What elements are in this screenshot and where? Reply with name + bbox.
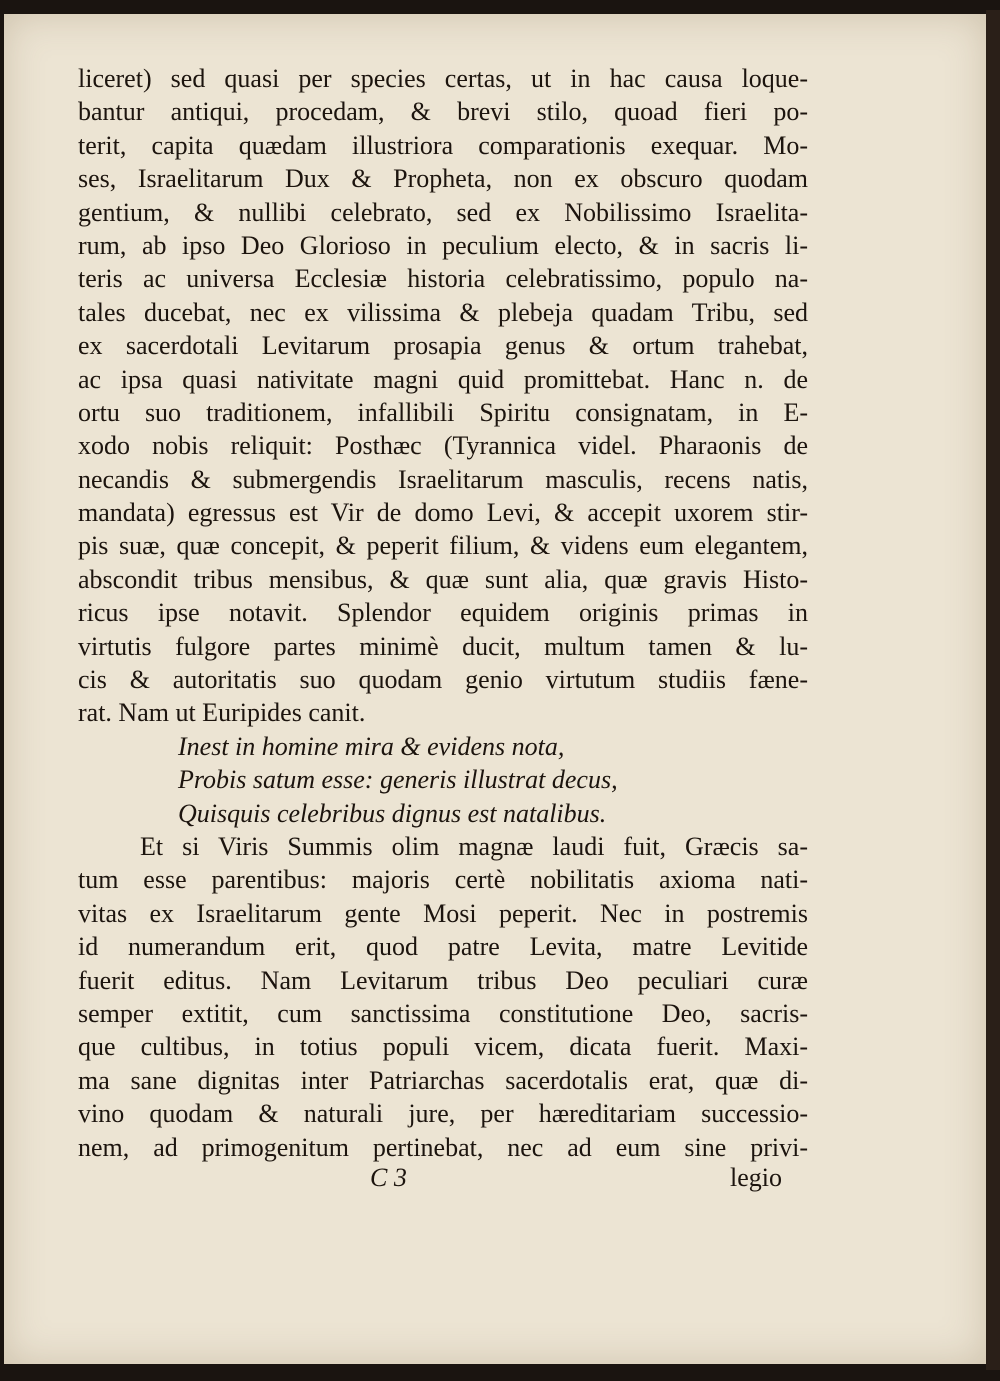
text-line: tales ducebat, nec ex vilissima & plebeja quadam Tribu, sed <box>78 297 808 327</box>
page-edge <box>986 10 1000 1370</box>
text-line: terit, capita quædam illustriora comparationis exequar. Mo- <box>78 130 808 160</box>
verse-line: Probis satum esse: generis illustrat decus, <box>178 765 618 795</box>
text-line: semper extitit, cum sanctissima constitutione Deo, sacris- <box>78 998 808 1028</box>
text-line: ex sacerdotali Levitarum prosapia genus & ortum trahebat, <box>78 331 808 361</box>
text-line: teris ac universa Ecclesiæ historia celebratissimo, populo na- <box>78 264 808 294</box>
text-line: necandis & submergendis Israelitarum masculis, recens natis, <box>78 464 808 494</box>
text-line: ma sane dignitas inter Patriarchas sacerdotalis erat, quæ di- <box>78 1065 808 1095</box>
verse-line: Inest in homine mira & evidens nota, <box>178 731 565 761</box>
text-line: ac ipsa quasi nativitate magni quid promittebat. Hanc n. de <box>78 364 808 394</box>
text-line: vino quodam & naturali jure, per hæreditariam successio- <box>78 1099 808 1129</box>
text-line: Et si Viris Summis olim magnæ laudi fuit, Græcis sa- <box>140 831 808 861</box>
text-line: rum, ab ipso Deo Glorioso in peculium electo, & in sacris li- <box>78 230 808 260</box>
text-line: gentium, & nullibi celebrato, sed ex Nobilissimo Israelita- <box>78 197 808 227</box>
text-line: tum esse parentibus: majoris certè nobilitatis axioma nati- <box>78 865 808 895</box>
text-line: id numerandum erit, quod patre Levita, matre Levitide <box>78 932 808 962</box>
body-text <box>78 62 808 1164</box>
text-line: abscondit tribus mensibus, & quæ sunt alia, quæ gravis Histo- <box>78 564 808 594</box>
text-line: fuerit editus. Nam Levitarum tribus Deo peculiari curæ <box>78 965 808 995</box>
signature-mark: C 3 <box>370 1163 407 1192</box>
verse-line: Quisquis celebribus dignus est natalibus. <box>178 798 607 828</box>
text-line: ortu suo traditionem, infallibili Spiritu consignatam, in E- <box>78 397 808 427</box>
text-line: rat. Nam ut Euripides canit. <box>78 698 366 728</box>
text-line: virtutis fulgore partes minimè ducit, multum tamen & lu- <box>78 631 808 661</box>
text-line: xodo nobis reliquit: Posthæc (Tyrannica videl. Pharaonis de <box>78 431 808 461</box>
text-line: mandata) egressus est Vir de domo Levi, & accepit uxorem stir- <box>78 498 808 528</box>
text-line: liceret) sed quasi per species certas, ut in hac causa loque- <box>78 64 808 93</box>
text-line: pis suæ, quæ concepit, & peperit filium, & videns eum elegantem, <box>78 531 808 561</box>
catchword: legio <box>730 1163 782 1192</box>
text-line: bantur antiqui, procedam, & brevi stilo, quoad fieri po- <box>78 97 808 127</box>
text-line: ses, Israelitarum Dux & Propheta, non ex obscuro quodam <box>78 164 808 194</box>
text-line: ricus ipse notavit. Splendor equidem originis primas in <box>78 598 808 628</box>
text-line: vitas ex Israelitarum gente Mosi peperit. Nec in postremis <box>78 898 808 928</box>
text-line: nem, ad primogenitum pertinebat, nec ad eum sine privi- <box>78 1132 808 1162</box>
text-line: cis & autoritatis suo quodam genio virtutum studiis fæne- <box>78 665 808 695</box>
text-line: que cultibus, in totius populi vicem, dicata fuerit. Maxi- <box>78 1032 808 1062</box>
